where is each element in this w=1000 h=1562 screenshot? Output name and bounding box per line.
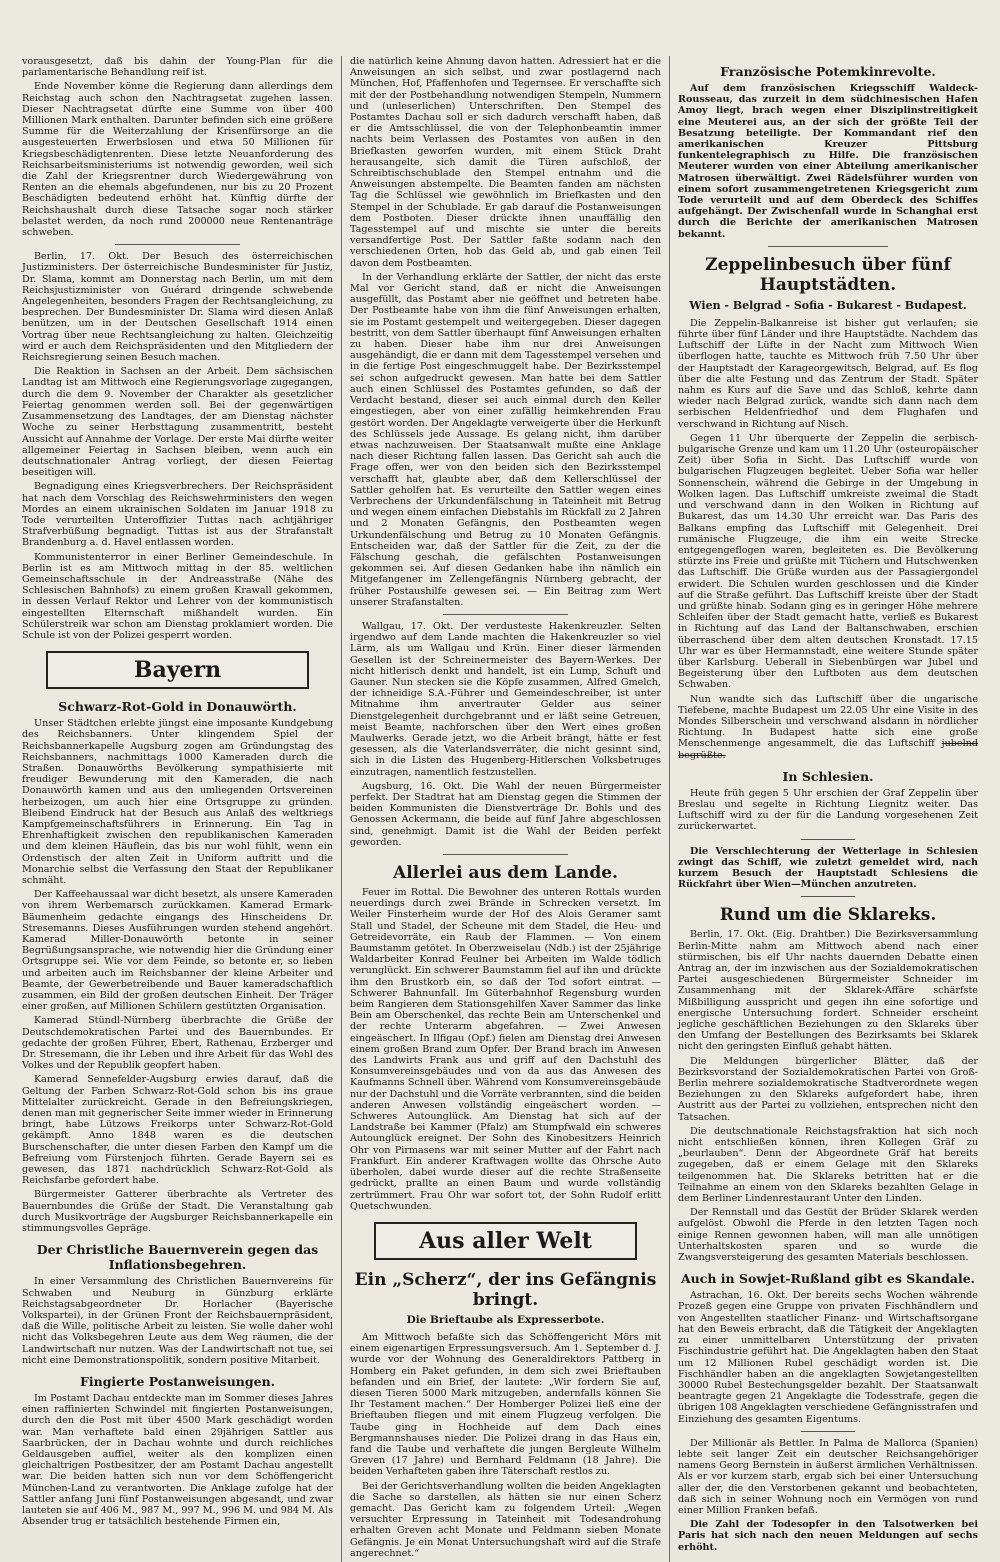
column-left [14, 56, 342, 1562]
news-item-pardon: Begnadigung eines Kriegsverbrechers. Der Reichspräsident hat nach dem Vorschlag des Reichswehrministers den wegen Mordes an einem ukrainischen Soldaten im Januar 1918 zu Tode verurteilten Unteroffizier Tuttas nach achtjähriger Strafverbüßung begnadigt. Tuttas ist aus der Strafanstalt Brandenburg a. d. Havel entlassen worden. [22, 481, 333, 549]
headline-zeppelin: Zeppelinbesuch über fünf Hauptstädten. [705, 254, 951, 295]
article-paragraph [678, 694, 978, 761]
column-right [670, 56, 986, 1562]
divider [768, 246, 888, 247]
news-item-school-terror: Kommunistenterror in einer Berliner Gemeindeschule. In Berlin ist es am Mittwoch mittag in der 85. weltlichen Gemeinschaftsschule in der Andreasstraße (Nähe des Schlesischen Bahnhofs) zu einem großen Krawall gekommen, in dessen Verlauf Rektor und Lehrer von der kommunistisch eingestellten Elternschaft mißhandelt wurden. Ein Schülerstreik war schon am Dienstag proklamiert worden. Die Schule ist von der Polizei gesperrt worden. [22, 551, 333, 641]
article-paragraph: Kamerad Sennefelder-Augsburg erwies darauf, daß die Geltung der Farben Schwarz-Rot-Gold schon bis ins graue Mittelalter zurückreicht. Gerade in den Befreiungskriegen, denen man mit gegnerischer Seite immer wieder in Erinnerung bringt, habe Lützows Freikorps unter Schwarz-Rot-Gold gekämpft. Anno 1848 waren es die deutschen Burschenschafter, die unter diesen Farben den Kampf um die Befreiung vom Fürstenjoch führten. Gerade Bayern sei es gewesen, das 1871 nachdrücklich Schwarz-Rot-Gold als Reichsfarbe gefordert habe. [22, 1074, 333, 1187]
headline-sowjet-skandale: Auch in Sowjet-Rußland gibt es Skandale. [680, 1271, 976, 1287]
divider [801, 1431, 855, 1432]
news-item-saxony: Die Reaktion in Sachsen an der Arbeit. Dem sächsischen Landtag ist am Mittwoch eine Regierungsvorlage zugegangen, durch die dem 9. November der Charakter als gesetzlicher Feiertag genommen werden soll. Bei der gegenwärtigen Zusammensetzung des Landtages, der am Dienstag nächster Woche zu seiner Herbsttagung zusammentritt, besteht Aussicht auf Annahme der Vorlage. Der erste Mai dürfte weiter allgemeiner Feiertag in Sachsen bleiben, wenn auch ein deutschnationaler Antrag vorliegt, der diesen Feiertag beseitigen will. [22, 366, 333, 479]
headline-scherz: Ein „Scherz“, der ins Gefängnis bringt. [354, 1269, 657, 1310]
news-item-todesopfer: Die Zahl der Todesopfer in den Talsotwerken bei Paris hat sich nach den neuen Meldungen auf sechs erhöht. [678, 1519, 978, 1553]
headline-bauernverein: Der Christliche Bauernverein gegen das Inflationsbegehren. [36, 1242, 319, 1273]
column-middle [342, 56, 670, 1562]
article-paragraph: Die deutschnationale Reichstagsfraktion hat sich noch nicht entschließen können, ihren Kollegen Gräf zu „beurlauben“. Denn der Abgeordnete Gräf hat bereits zugegeben, daß er einem Gelage mit den Sklareks teilgenommen hat. Die Sklareks betritten hat er die Teilnahme an einem von den Sklareks bezahlten Gelage in dem Berliner Lindenrestaurant Unter den Linden. [678, 1125, 978, 1205]
section-header-bayern: Bayern [46, 651, 309, 689]
article-paragraph: In der Verhandlung erklärte der Sattler, der nicht das erste Mal vor Gericht stand, daß er nicht die Anweisungen ausgefüllt, das Postamt aber nie geöffnet und betreten habe. Der Postbeamte habe von ihm die fünf Anweisungen erhalten, sie im Postamt gestempelt und weitergegeben. Dieser dagegen bestritt, von dem Sattler überhaupt fünf Anweisungen erhalten zu haben. Dieser habe ihm nur drei Anweisungen ausgehändigt, die er dann mit dem Tagesstempel versehen und in die fertige Post eingeschmuggelt habe. Der Bezirksstempel sei schon aufgedruckt gewesen. Man hatte bei dem Sattler auch einen Schlüssel des Postamtes gefunden, so daß der Verdacht bestand, dieser sei auch einmal durch den Keller eingestiegen, aber von einer zufällig heimkehrenden Frau gestört worden. Der Angeklagte verweigerte über die Herkunft des Schlüssels jede Aussage. Es gelang nicht, ihm darüber etwas nachzuweisen. Der Staatsanwalt mußte eine Anklage nach dieser Richtung fallen lassen. Das Gericht sah auch die Frage offen, wer von den beiden sich den Bezirksstempel verschafft hat, glaubte aber, daß dem Kellerschlüssel der Sattler geholfen hat. Es verurteilte den Sattler wegen eines Verbrechens der Urkundenfälschung in Tateinheit mit Betrug und wegen einem einfachen Diebstahls im Rückfall zu 2 Jahren und 2 Monaten Gefängnis, den Postbeamten wegen Urkundenfälschung und Betrug zu 10 Monaten Gefängnis. Entscheiden war, daß der Sattler für die Zeit, zu der die Fälschung geschah, die gefälschten Postanweisungen gekommen sei. Auf diesen Gedanken habe ihn nämlich ein Mitgefangener im Zellengefängnis Nürnberg gebracht, der früher Postaushilfe gewesen sei. — Ein Beitrag zum Wert unserer Strafanstalten. [350, 271, 661, 608]
article-paragraph: Auf dem französischen Kriegsschiff Waldeck-Rousseau, das zurzeit in dem südchinesischen Hafen Amoy liegt, brach wegen einer Disziplinstreitigkeit eine Meuterei aus, an der sich der größte Teil der Besatzung beteiligte. Der Kommandant rief den amerikanischen Kreuzer Pittsburg funkentelegraphisch zu Hilfe. Die französischen Meuterer wurden von einer Abteilung amerikanischer Matrosen überwältigt. Zwei Rädelsführer wurden von einem sofort zusammengetretenen Kriegsgericht zum Tode verurteilt und auf dem Oberdeck des Schiffes aufgehängt. Der Zwischenfall wurde in Schanghai erst durch die Berichte der amerikanischen Matrosen bekannt. [678, 83, 978, 240]
headline-sklareks: Rund um die Sklareks. [719, 905, 937, 926]
article-paragraph: Der Rennstall und das Gestüt der Brüder Sklarek werden aufgelöst. Obwohl die Pferde in den letzten Tagen noch einige Rennen gewonnen haben, will man alle unnötigen Unterhaltskosten sparen und so wurde die Zwangsversteigerung des gesamten Materials beschlossen. [678, 1207, 978, 1264]
section-header-aus-aller-welt: Aus aller Welt [374, 1222, 637, 1260]
article-paragraph: Gegen 11 Uhr überquerte der Zeppelin die serbisch-bulgarische Grenze und kam um 11.20 Uhr (osteuropäischer Zeit) über Sofia in Sicht. Das Luftschiff wurde von bulgarischen Flugzeugen begleitet. Ueber Sofia war heller Sonnenschein, während die Gebirge in der Umgebung in Wolken lagen. Das Luftschiff umkreiste zweimal die Stadt und verschwand dann in den Wolken in Richtung auf Bukarest, das um 14.30 Uhr erreicht war. Das Paris des Balkans empfing das Luftschiff mit Gelegenheit. Drei rumänische Flugzeuge, die ihm ein weite Strecke entgegengeflogen waren, begleiteten es. Die Bevölkerung stürzte ins Freie und grüßte mit Tüchern und Hutschwenken das Luftschiff. Die Grüße wurden aus der Passagiergondel erwidert. Die Schulen wurden geschlossen und die Kinder auf die Straße geführt. Das Luftschiff kreiste über der Stadt und grüßte hinab. Sodann ging es in geringer Höhe mehrere Schleifen über der Stadt gemacht hatte, verließ es Bukarest in Richtung auf das Land der Baltanschwaben, erschien überraschend über dem alten deutschen Kronstadt. 17.15 Uhr war es über Hermannstadt, eine weitere Stunde später über Karlsburg. Ueberall in Siebenbürgen war Jubel und Begeisterung über den Luftboten aus dem deutschen Schwaben. [678, 432, 978, 691]
headline-donauwoerth: Schwarz-Rot-Gold in Donauwörth. [58, 699, 297, 715]
headline-schlesien: In Schlesien. [782, 768, 874, 784]
headline-allerlei: Allerlei aus dem Lande. [393, 863, 618, 884]
article-paragraph: die natürlich keine Ahnung davon hatten. Adressiert hat er die Anweisungen an sich selbst, und zwar postlagernd nach München, Hof, Pfaffenhofen und Tegernsee. Er verschaffte sich mit der der Postbehandlung notwendigen Stempeln, Nummern und (unleserlichen) Unterschriften. Den Stempel des Postamtes Dachau soll er sich dadurch verschafft haben, daß er die Amtsschlüssel, die von der Telephonbeamtin immer nachts beim Verlassen des Postamtes von außen in den Briefkasten geworfen wurden, mit einem Stück Draht herausangelte, sich damit die Türen aufschloß, der Schreibtischschublade den Stempel entnahm und die Anweisungen abstempelte. Die Beamten fanden am nächsten Tag die Schlüssel wie gewöhnlich im Briefkasten und den Stempel in der Schublade. Er gab darauf die Postanweisungen dem Postboten. Dieser drückte ihnen unauffällig den Tagesstempel auf und mischte sie unter die bereits versandfertige Post. Der Sattler faßte sodann nach den verschiedenen Orten, hob das Geld ab, und gab einen Teil davon dem Postbeamten. [350, 56, 661, 269]
struck-text: jubelnd begrüßte. [678, 738, 978, 761]
article-paragraph: Astrachan, 16. Okt. Der bereits sechs Wochen währende Prozeß gegen eine Gruppe von privaten Fischhändlern und von Angestellten staatlicher Finanz- und Wirtschaftsorgane hat den Beweis erbracht, daß die Tätigkeit der Angeklagten zu einer unmittelbaren Unterstützung der privaten Fischindustrie geführt hat. Die Angeklagten haben den Staat um 12 Millionen Rubel geschädigt worden ist. Die Fischhändler haben an die angeklagten Sowjetangestellten 30000 Rubel Bestechungsgelder bezahlt. Der Staatsanwalt beantragte gegen 21 Angeklagte die Todesstrafe, gegen die übrigen 108 Angeklagten verschiedene Gefängnisstrafen und Einziehung des gesamten Eigentums. [678, 1290, 978, 1425]
divider [443, 614, 567, 615]
article-paragraph: vorausgesetzt, daß bis dahin der Young-Plan für die parlamentarische Behandlung reif ist. [22, 56, 333, 79]
article-paragraph: Berlin, 17. Okt. (Eig. Drahtber.) Die Bezirksversammlung Berlin-Mitte nahm am Mittwoch abend nach einer stürmischen, bis elf Uhr nachts dauernden Debatte einen Antrag an, der im inzwischen aus der Sozialdemokratischen Partei ausgeschiedenen Bürgermeister Schneider im Zusammenhang mit der Sklarek-Affäre schärfste Mißbilligung ausspricht und gegen ihn eine sofortige und energische Untersuchung fordert. Schneider erscheint jegliche geschäftlichen Beziehungen zu den Sklareks über den Umfang der Bestellungen des Bezirksamts bei Sklarek nicht den geringsten Einfluß gehabt hätten. [678, 929, 978, 1053]
article-paragraph: Bei der Gerichtsverhandlung wollten die beiden Angeklagten die Sache so darstellen, als hätten sie nur einen Scherz gemacht. Das Gericht kam zu folgendem Urteil: „Wegen versuchter Erpressung in Tateinheit mit Todesandrohung erhalten Greven acht Monate und Feldmann sieben Monate Gefängnis. Je ein Monat Untersuchungshaft wird auf die Strafe angerechnet.“ [350, 1480, 661, 1559]
article-paragraph: Die Verschlechterung der Wetterlage in Schlesien zwingt das Schiff, wie zuletzt gemeldet wird, nach kurzem Besuch der Hauptstadt Schlesiens die Rückfahrt über Wien—München anzutreten. [678, 845, 978, 891]
headline-potemkinrevolte: Französische Potemkinrevolte. [720, 64, 936, 79]
divider [801, 839, 855, 840]
article-paragraph: Feuer im Rottal. Die Bewohner des unteren Rottals wurden neuerdings durch zwei Brände in Schrecken versetzt. Im Weiler Finsterheim wurde der Hof des Alois Geramer samt Stall und Stadel, der Scheune mit dem Stadel, die Heu- und Getreidevorräte, ein Raub der Flammen. — Von einem Baumstamm getötet. In Oberzweiselau (Ndb.) ist der 25jährige Waldarbeiter Konrad Feulner bei Arbeiten im Walde tödlich verunglückt. Ein schwerer Baumstamm fiel auf ihn und drückte ihm den Brustkorb ein, so daß der Tod sofort eintrat. — Schwerer Bahnunfall. Im Güterbahnhof Regensburg wurden beim Rangieren dem Stationsgehilfen Xaver Sammer das linke Bein am Oberschenkel, das rechte Bein am Unterschenkel und der rechte Unterarm abgefahren. — Zwei Anwesen eingeäschert. In Ilfigau (Opf.) fielen am Dienstag drei Anwesen einem großen Brand zum Opfer. Der Brand brach im Anwesen des Landwirts Frank aus und griff auf den Dachstuhl des Konsumvereinsgebäudes und von da aus das Anwesen des Kaufmanns Schnell über. Während vom Konsumvereinsgebäude nur der Dachstuhl und die Vorräte verbrannten, sind die beiden anderen Anwesen vollständig eingeäschert worden. — Schweres Autounglück. Am Dienstag hat sich auf der Landstraße bei Kammer (Pfalz) am Stumpfwald ein schweres Autounglück ereignet. Der Sohn des Kinobesitzers Heinrich Ohr von Pirmasens war mit seiner Mutter auf der Fahrt nach Frankfurt. Ein anderer Kraftwagen wollte das Ohrsche Auto überholen, dabei wurde dieser auf die rechte Straßenseite gedrückt, prallte an einen Baum und wurde vollständig zertrümmert. Frau Ohr war sofort tot, der Sohn Rudolf erlitt Quetschwunden. [350, 887, 661, 1212]
article-paragraph: Heute früh gegen 5 Uhr erschien der Graf Zeppelin über Breslau und segelte in Richtung Liegnitz weiter. Das Luftschiff wird zu der für die Landung vorgesehenen Zeit zurückerwartet. [678, 787, 978, 833]
article-paragraph: Ende November könne die Regierung dann allerdings dem Reichstag auch schon den Nachtragsetat zugehen lassen. Dieser Nachtragsetat dürfte eine Summe von über 400 Millionen Mark enthalten. Darunter befinden sich eine größere Summe für die Weiterzahlung der Krisenfürsorge an die ausgesteuerten Erwerbslosen und etwa 50 Millionen für Kriegsbeschädigtenrenten. Diese letzte Neuanforderung des Reichsarbeitsministeriums ist notwendig geworden, weil sich die Zahl der Kriegsrentner durch Wiedergewährung von Renten an die ehemals abgefundenen, nur bis zu 20 Prozent Beschädigten bedeutend erhöht hat. Künftig dürfte der Reichshaushalt durch diese Tatsache sogar noch stärker belastet werden, da noch rund 200000 neue Rentenanträge schweben. [22, 81, 333, 239]
news-item-millionaer: Der Millionär als Bettler. In Palma de Mallorca (Spanien) lebte seit langer Zeit ein deutscher Reichsangehöriger namens Georg Bernstein in äußerst ärmlichen Verhältnissen. Als er vor kurzem starb, ergab sich bei einer Untersuchung aller der, die den Verstorbenen gekannt und beobachteten, daß sich in seiner Wohnung noch ein Vermögen von rund einer Million Franken befaß. [678, 1437, 978, 1516]
article-paragraph: In einer Versammlung des Christlichen Bauernvereins für Schwaben und Neuburg in Günzburg erklärte Reichstagsabgeordneter Dr. Horlacher (Bayerische Volkspartei), in der Grünen Front der Reichsbauernpräsident, daß die Wille, politische Arbeit zu leisten. Sie wolle daher wohl nicht das Volksbegehren Leute aus dem Weg räumen, die der Landwirtschaft nur nutzen. Was der Landwirtschaft not tue, sei nicht eine Demonstrationspolitik, sondern positive Mitarbeit. [22, 1276, 333, 1366]
news-item-augsburg: Augsburg, 16. Okt. Die Wahl der neuen Bürgermeister perfekt. Der Stadtrat hat am Dienstag gegen die Stimmen der beiden Kommunisten die Dienstverträge Dr. Bohls und des Genossen Ackermann, die beide auf fünf Jahre abgeschlossen sind, genehmigt. Damit ist die Wahl der Beiden perfekt geworden. [350, 780, 661, 848]
article-paragraph: Kamerad Stündl-Nürnberg überbrachte die Grüße der Deutschdemokratischen Partei und des Bauernbundes. Er gedachte der großen Führer, Ebert, Rathenau, Erzberger und Dr. Stresemann, die ihr Leben und ihre Arbeit für das Wohl des Volkes und der Republik geopfert haben. [22, 1015, 333, 1072]
subheadline-cities: Wien - Belgrad - Sofia - Bukarest - Budapest. [689, 298, 967, 312]
divider [115, 244, 239, 245]
article-paragraph: Unser Städtchen erlebte jüngst eine imposante Kundgebung des Reichsbanners. Unter klingendem Spiel der Reichsbannerkapelle Augsburg zogen am Gründungstag des Reichsbanners, nachmittags 1000 Kameraden durch die Straßen. Donauwörths Bevölkerung sympathisierte mit freudiger Bewunderung mit den Kameraden, die nach Donauwörth kamen und aus den umliegenden Ortsvereinen herbeizogen, um auch hier eine Ortsgruppe zu gründen. Bleibend Eindruck hat der Besuch aus Anlaß des weltkriegs Kampfgemeinschaftsführers in Erinnerung. Ein Tag in Ehrenhaftigkeit zwischen den republikanischen Kameraden und dem kleinen Häuflein, das bis nur wohl fühlt, wenn ein Ordenstisch der alten Zeit in Uniform auftritt und die Monarchie selbst die Verfassung den Staat der Republikaner schmäht. [22, 718, 333, 886]
news-item-wallgau: Wallgau, 17. Okt. Der verdusteste Hakenkreuzler. Selten irgendwo auf dem Lande machten die Hakenkreuzler so viel Lärm, als um Wallgau und Krün. Einer dieser lärmenden Gesellen ist der Schreinermeister des Bayern-Werkes. Der nicht hitlerisch denkt und handelt, ist ein Lump, Schuft und Gauner. Nun stecken sie die Köpfe zusammen, Alfred Gmelch, der ichneidige S.A.-Führer und Gemeindeschreiber, ist unter Mitnahme ihm anvertrauter Gelder aus seiner Dienstgelegenheit durchgebrannt und er läßt seine Getreuen, meist Beamte, nachforschen über den Wert eines großen Maulwerks. Gerade jetzt, wo die Arbeit brängt, hätte er fest gesessen, als die Vaterlandsverräter, die nicht gesinnt sind, sich in die Listen des Hugenberg-Hitlerschen Volksbetruges einzutragen, namentlich festzustellen. [350, 620, 661, 778]
article-paragraph: Der Kaffeehaussaal war dicht besetzt, als unsere Kameraden von ihrem Werbemarsch zurückkamen. Kamerad Ermark-Bäumenheim gedachte eingangs des Hinscheidens Dr. Stresemanns. Dieses Ausführungen wurden stehend angehört. Kamerad Miller-Donauwörth betonte in seiner Begrüßungsansprache, wie notwendig hier die Gründung einer Ortsgruppe sei. Wie vor dem Feinde, so betonte er, so lieben und arbeiten auch im Reichsbanner der kleine Arbeiter und Beamte, der Gewerbetreibende und Bauer kameradschaftlich zusammen, ein Bild der großen deutschen Einheit. Der Träger einer großen, auf Millionen Schülern gestützten Organisation. [22, 889, 333, 1013]
article-paragraph: Im Postamt Dachau entdeckte man im Sommer dieses Jahres einen raffinierten Schwindel mit fingierten Postanweisungen, durch den die Post mit über 4500 Mark geschädigt worden war. Man verhaftete bald einen 29jährigen Sattler aus Saarbrücken, der in Dachau wohnte und durch reichliches Geldausgeben auffiel, weiter als den komplizen einen gleichaltrigen Postbesitzer, der am Postamt Dachau angestellt war. Die beiden hatten sich nun vor dem Schöffengericht München-Land zu verantworten. Die Anklage zufolge hat der Sattler anfang Juni fünf Postanweisungen abgesandt, und zwar lauteten sie auf 406 M., 987 M., 997 M., 996 M. und 984 M. Als Absender trug er tatsächlich bestehende Firmen ein, [22, 1392, 333, 1528]
divider [801, 896, 855, 897]
article-text: Nun wandte sich das Luftschiff über die ungarische Tiefebene, machte Budapest um 22.05 Uhr eine Visite in des Mondes Silberschein und verschwand alsdann in nördlicher Richtung. In Budapest hatte sich eine große Menschenmenge angesammelt, die das Luftschiff [678, 693, 978, 750]
divider [443, 854, 567, 855]
article-paragraph: Die Meldungen bürgerlicher Blätter, daß der Bezirksvorstand der Sozialdemokratischen Partei von Groß-Berlin mehrere sozialdemokratische Stadtverordnete wegen Beziehungen zu den Sklareks aufgefordert habe, ihren Austritt aus der Partei zu vollziehen, entsprechen nicht den Tatsachen. [678, 1055, 978, 1123]
headline-postanweisungen: Fingierte Postanweisungen. [79, 1373, 276, 1389]
article-paragraph: Am Mittwoch befaßte sich das Schöffengericht Mörs mit einem eigenartigen Erpressungsversuch. Am 1. September d. J. wurde vor der Wohnung des Generaldirektors Pattberg in Homberg ein Paket gefunden, in dem sich zwei Brieftauben befanden und ein Brief, der lautete: „Wir fordern Sie auf, diesen Tieren 5000 Mark mitzugeben, andernfalls können Sie Ihr Testament machen.“ Der Homberger Polizei ließ eine der Brieftauben fliegen und mit einem Flugzeug verfolgen. Die Taube ging in Hochheide auf dem Dach eines Bergmannshauses nieder. Die Polizei drang in das Haus ein, fand die Taube und verhaftete die jungen Bergleute Wilhelm Greven (17 Jahre) und Bernhard Feldmann (18 Jahre). Die beiden Verhafteten gaben ihre Täterschaft restlos zu. [350, 1331, 661, 1478]
columns [14, 56, 986, 1559]
subheadline-brieftaube: Die Brieftaube als Expresserbote. [406, 1313, 605, 1326]
article-paragraph: Bürgermeister Gatterer überbrachte als Vertreter des Bauernbundes die Grüße der Stadt. Die Veranstaltung gab durch Musikvorträge der Augsburger Reichsbannerkapelle ein stimmungsvolles Gepräge. [22, 1189, 333, 1235]
article-paragraph: Die Zeppelin-Balkanreise ist bisher gut verlaufen; sie führte über fünf Länder und ihre Hauptstädte. Nachdem das Luftschiff der Lüfte in der Nacht zum Mittwoch Wien überflogen hatte, tauchte es Mittwoch früh 7.50 Uhr über der Hauptstadt der Karageorgewitsch, Belgrad, auf. Es flog über die alte Festung und das Zentrum der Stadt. Später nahm es Kurs auf die Save und das Schloß, kehrte dann wieder nach Belgrad zurück, wandte sich dann nach dem serbischen Heldenfriedhof und dem Flughafen und verschwand in Richtung auf Nisch. [678, 317, 978, 430]
news-item-justice-minister: Berlin, 17. Okt. Der Besuch des österreichischen Justizministers. Der österreichische Bundesminister für Justiz, Dr. Slama, kommt am Donnerstag nach Berlin, um mit dem Reichsjustizminister von Guérard dringende schwebende Angelegenheiten, besonders Fragen der Rechtsangleichung, zu besprechen. Der Bundesminister Dr. Slama wird diesen Anlaß benützen, um in der Deutschen Gesellschaft 1914 einen Vortrag über neue Rechtsangleichung zu halten. Gleichzeitig wird er auch dem Reichspräsidenten und den Mitgliedern der Reichsregierung seinen Besuch machen. [22, 251, 333, 364]
